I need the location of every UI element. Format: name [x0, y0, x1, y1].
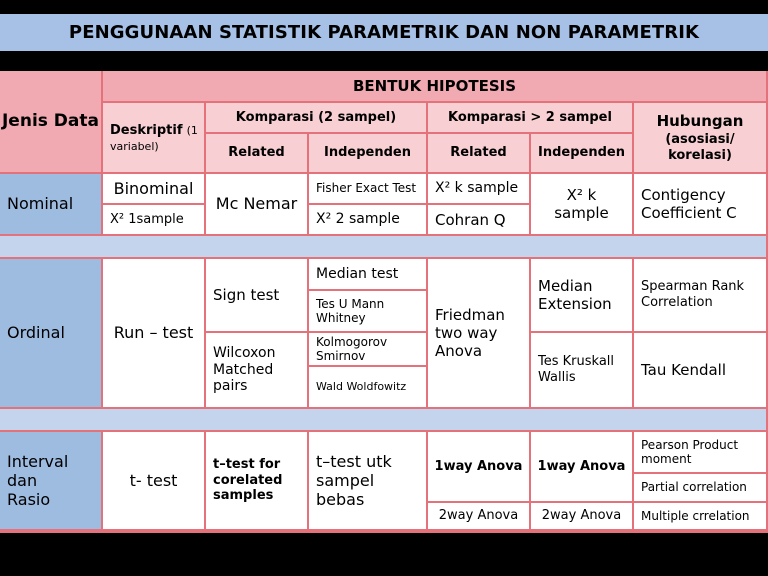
interval-k2-related: t–test for corelated samples — [206, 432, 309, 531]
page-title: PENGGUNAAN STATISTIK PARAMETRIK DAN NON PARAMETRIK — [68, 22, 700, 43]
ordinal-kk-indep-1: Median Extension — [531, 259, 634, 333]
row-label-ordinal: Ordinal — [0, 259, 103, 409]
header-jenis-data — [0, 71, 103, 174]
nominal-deskriptif-1: Binominal — [103, 174, 206, 205]
ordinal-hubungan-1: Spearman Rank Correlation — [634, 259, 768, 333]
ordinal-hubungan-2: Tau Kendall — [634, 333, 768, 409]
ordinal-kk-indep-2: Tes Kruskall Wallis — [531, 333, 634, 409]
nominal-kk-related-2: Cohran Q — [428, 205, 531, 236]
ordinal-k2-indep-1: Median test — [309, 259, 428, 291]
ordinal-k2-related-1: Sign test — [206, 259, 309, 333]
ordinal-deskriptif: Run – test — [103, 259, 206, 409]
header-kk-related: Related — [428, 134, 531, 174]
header-kk-independen: Independen — [531, 134, 634, 174]
row-separator-1 — [0, 236, 768, 259]
interval-hubungan-2: Partial correlation — [634, 474, 768, 503]
header-hubungan — [634, 103, 768, 174]
interval-kk-indep-2: 2way Anova — [531, 503, 634, 531]
interval-deskriptif: t- test — [103, 432, 206, 531]
header-hubungan-label: Hubungan — [656, 111, 744, 130]
interval-k2-indep: t–test utk sampel bebas — [309, 432, 428, 531]
header-komparasi-lebih-2: Komparasi > 2 sampel — [428, 103, 634, 134]
nominal-k2-indep-1: Fisher Exact Test — [309, 174, 428, 205]
interval-kk-related-1: 1way Anova — [428, 432, 531, 503]
header-jenis-data-label: Jenis Data — [1, 111, 99, 132]
nominal-k2-indep-2: X² 2 sample — [309, 205, 428, 236]
ordinal-kk-related: Friedman two way Anova — [428, 259, 531, 409]
statistics-table — [0, 71, 768, 533]
title-bar — [0, 14, 768, 51]
row-label-interval: Interval dan Rasio — [0, 432, 103, 531]
row-separator-2 — [0, 409, 768, 432]
header-bentuk-hipotesis: BENTUK HIPOTESIS — [103, 71, 768, 103]
header-k2-related: Related — [206, 134, 309, 174]
header-deskriptif-label: Deskriptif — [110, 123, 183, 138]
header-deskriptif-sub: (1 variabel) — [110, 124, 198, 153]
ordinal-k2-related-2: Wilcoxon Matched pairs — [206, 333, 309, 409]
header-k2-independen: Independen — [309, 134, 428, 174]
header-komparasi-2: Komparasi (2 sampel) — [206, 103, 428, 134]
nominal-hubungan: Contigency Coefficient C — [634, 174, 768, 236]
interval-hubungan-3: Multiple crrelation — [634, 503, 768, 531]
nominal-kk-indep: X² k sample — [531, 174, 634, 236]
ordinal-k2-indep-4: Wald Woldfowitz — [309, 367, 428, 409]
interval-kk-indep-1: 1way Anova — [531, 432, 634, 503]
nominal-deskriptif-2: X² 1sample — [103, 205, 206, 236]
interval-hubungan-1: Pearson Product moment — [634, 432, 768, 474]
nominal-kk-related-1: X² k sample — [428, 174, 531, 205]
ordinal-k2-indep-3: Kolmogorov Smirnov — [309, 333, 428, 367]
ordinal-k2-indep-2: Tes U Mann Whitney — [309, 291, 428, 333]
nominal-k2-related: Mc Nemar — [206, 174, 309, 236]
interval-kk-related-2: 2way Anova — [428, 503, 531, 531]
header-hubungan-sub: (asosiasi/ korelasi) — [665, 131, 735, 163]
header-deskriptif — [103, 103, 206, 174]
row-label-nominal: Nominal — [0, 174, 103, 236]
